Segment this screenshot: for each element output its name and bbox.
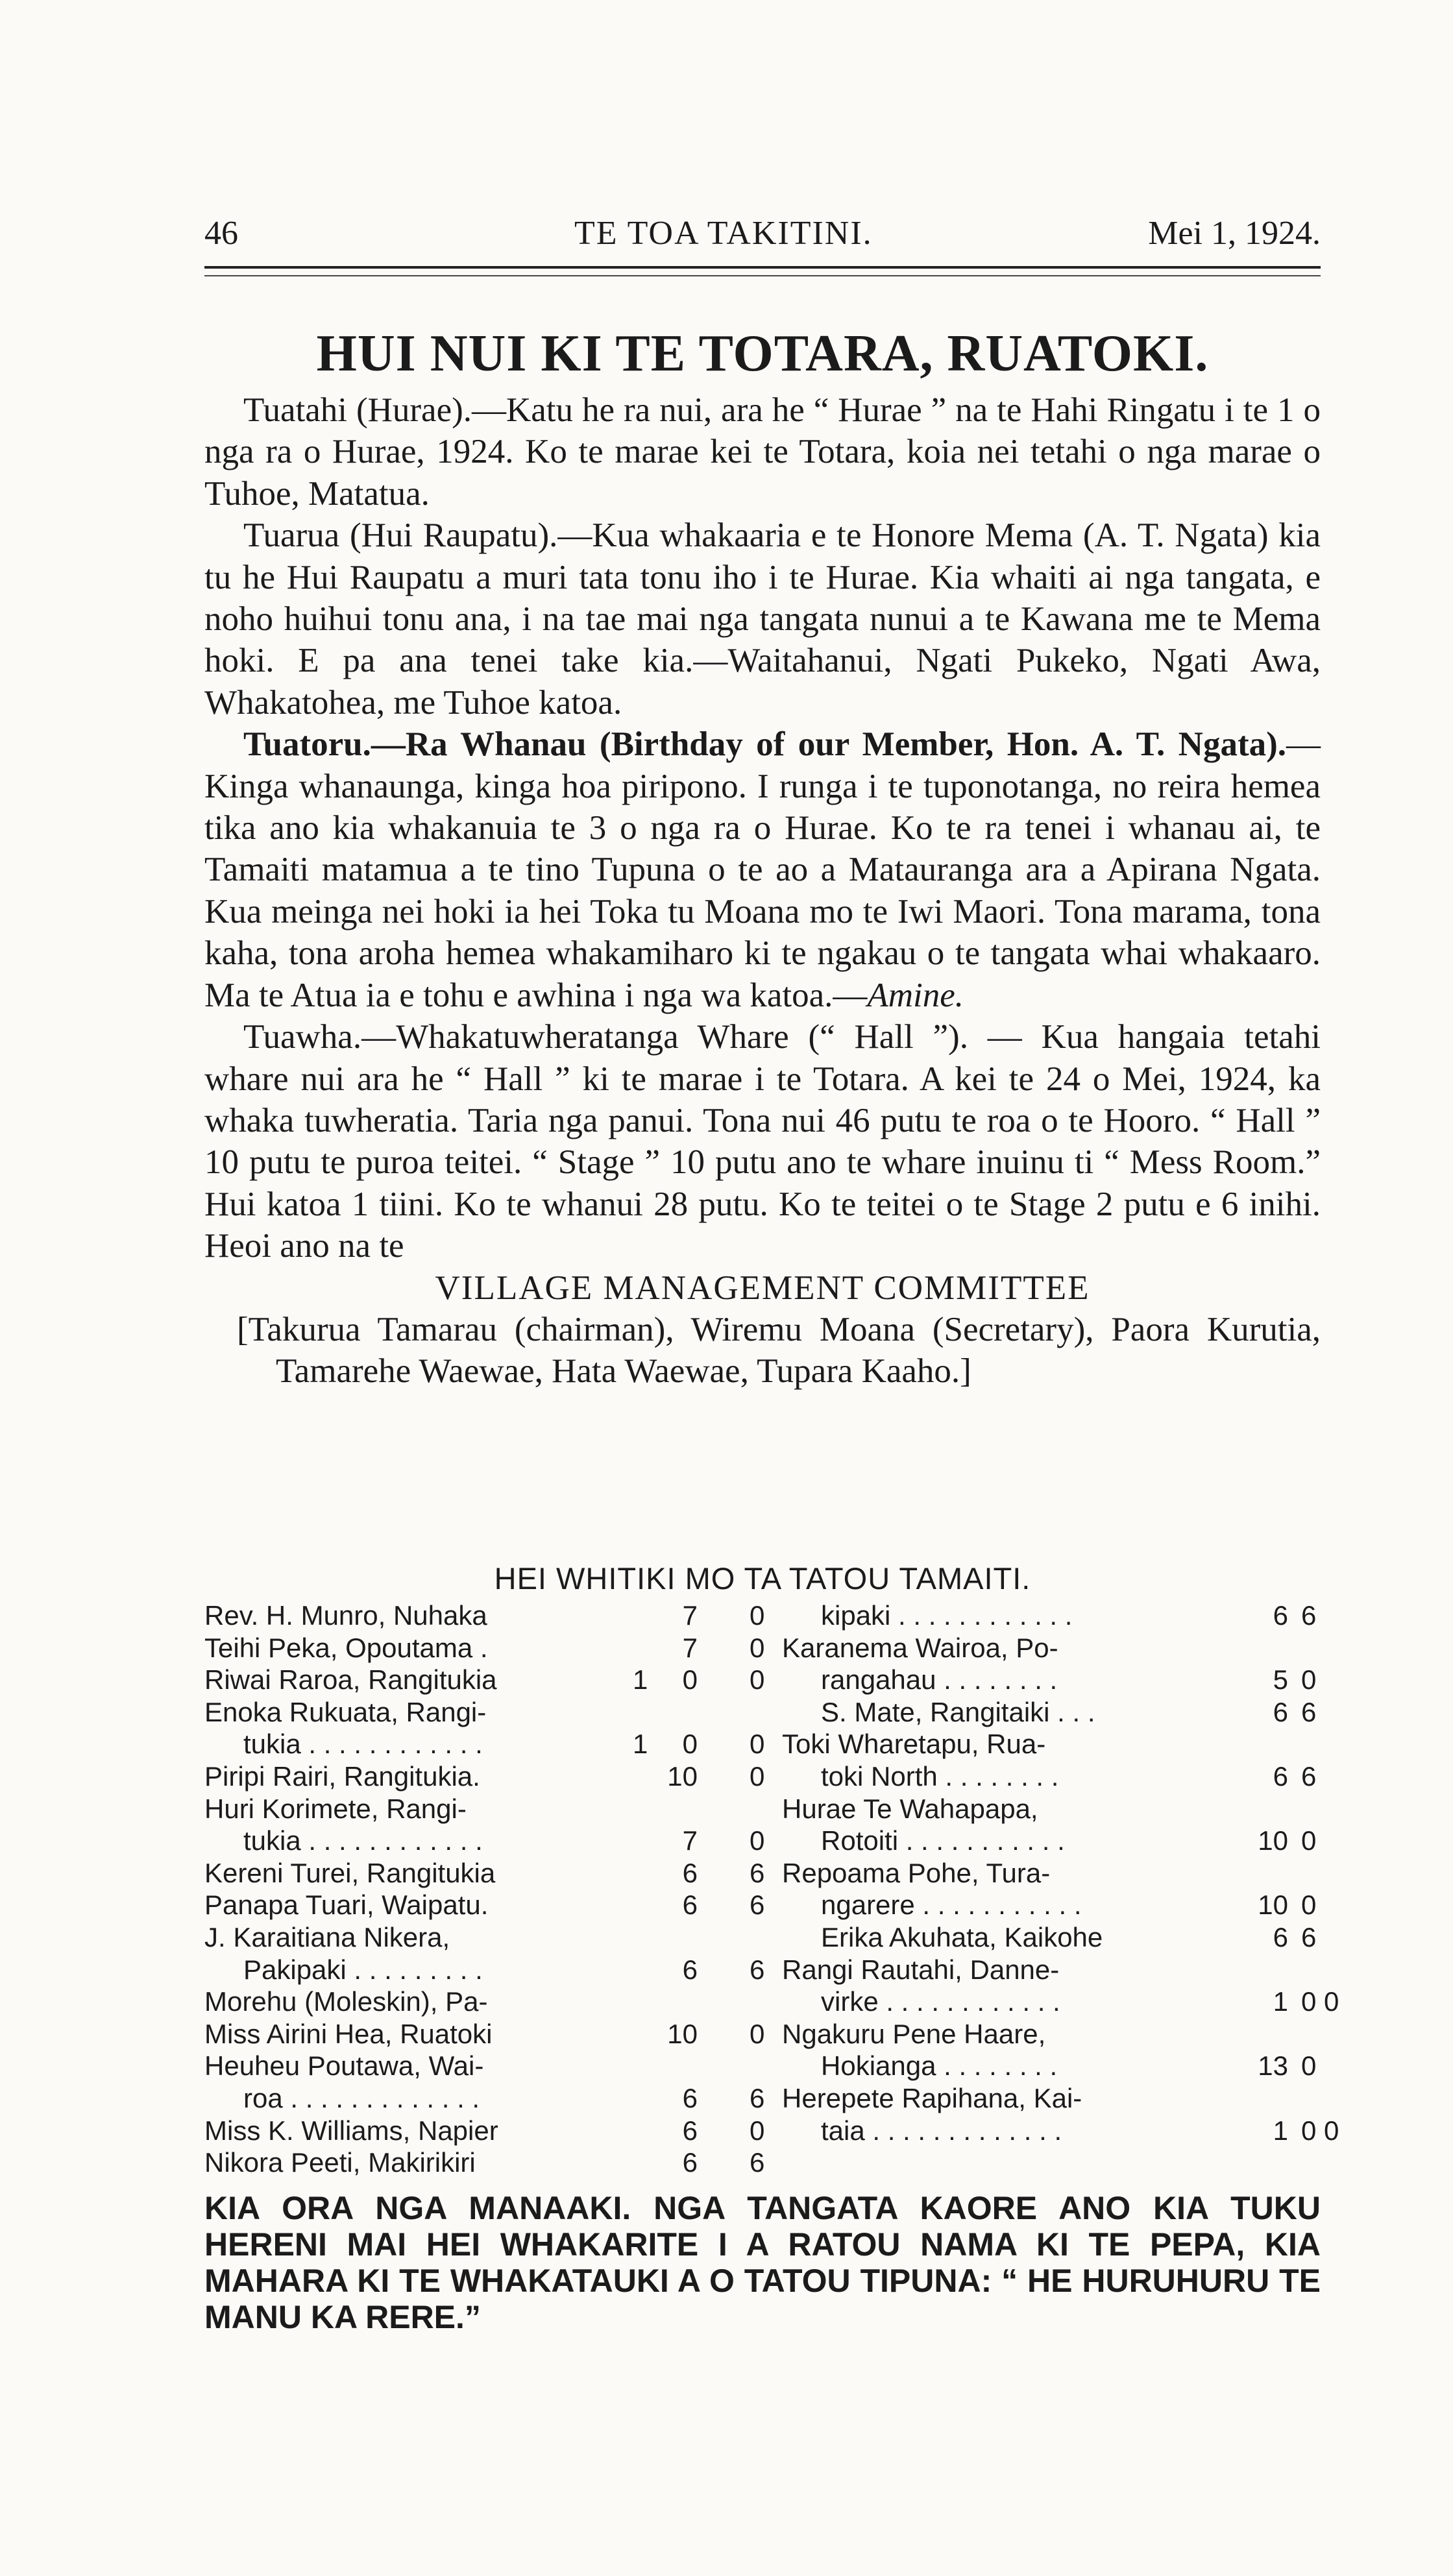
subscriber-name: Ngakuru Pene Haare, xyxy=(782,2018,1046,2049)
amount-pence: 6 xyxy=(1301,1600,1317,1631)
subscription-row xyxy=(782,1825,1353,1857)
subscription-row xyxy=(204,1664,775,1696)
footer-notice: KIA ORA NGA MANAAKI. NGA TANGATA KAORE ANO KIA TUKU HERENI MAI HEI WHAKARITE I A RATOU NAMA KI TE PEPA, KIA MAHARA KI TE WHAKATAUKI A O TATOU TIPUNA: “ HE HURUHURU TE MANU KA RERE.” xyxy=(204,2190,1321,2335)
subscriber-name: Morehu (Moleskin), Pa- xyxy=(204,1986,488,2017)
amount-pence: 0 xyxy=(1301,1825,1317,1856)
subscription-row xyxy=(782,1696,1353,1729)
subscription-row xyxy=(782,1954,1353,1986)
subscription-row xyxy=(782,2146,1353,2179)
article-body xyxy=(204,389,1321,1392)
paragraph-text: —Kua whakaaria e te Honore Mema (A. T. Ngata) kia tu he Hui Raupatu a muri tata tonu iho i te Hurae. Kia whaiti ai nga tangata, e noho huihui tonu ana, i na tae mai nga tangata nunui a te Kawana me te Mema hoki. E pa ana tenei take kia.—Waitahanui, Ngati Pukeko, Ngati Awa, Whakatohea, me Tuhoe katoa. xyxy=(204,516,1321,722)
subscription-row xyxy=(782,2050,1353,2082)
amount-pence: 6 xyxy=(750,1857,765,1888)
subscription-row xyxy=(782,2018,1353,2050)
amount-pence: 0 xyxy=(750,2018,765,2049)
amount-shillings: 6 xyxy=(682,1954,698,1985)
subscription-row xyxy=(782,2082,1353,2115)
subscription-row xyxy=(204,1599,775,1632)
subscriber-name: S. Mate, Rangitaiki . . . xyxy=(821,1696,1095,1727)
amount-pence: 0 xyxy=(750,1825,765,1856)
subscriber-name: Karanema Wairoa, Po- xyxy=(782,1632,1058,1663)
amount-shillings: 13 xyxy=(1258,2050,1288,2082)
subscriber-name: Rotoiti . . . . . . . . . . . xyxy=(821,1825,1065,1856)
amount-shillings: 10 xyxy=(1258,1889,1288,1921)
subscription-row xyxy=(782,1632,1353,1664)
amount-shillings: 1 xyxy=(1273,1986,1288,2017)
subscription-row xyxy=(204,2115,775,2147)
subscriber-name: Hokianga . . . . . . . . xyxy=(821,2050,1058,2082)
subscriber-name: Pakipaki . . . . . . . . . xyxy=(243,1954,483,1985)
subscriber-name: Miss K. Williams, Napier xyxy=(204,2115,498,2146)
subscription-row xyxy=(204,1921,775,1954)
amount-pence: 6 xyxy=(1301,1760,1317,1792)
subscription-row xyxy=(204,1825,775,1857)
subscriber-name: Toki Wharetapu, Rua- xyxy=(782,1729,1046,1760)
amount-shillings: 6 xyxy=(682,1889,698,1921)
paragraph-tail: Amine. xyxy=(867,976,964,1014)
amount-shillings: 6 xyxy=(682,2147,698,2178)
amount-shillings: 6 xyxy=(1273,1760,1288,1792)
subscriber-name: Nikora Peeti, Makirikiri xyxy=(204,2147,476,2178)
amount-pence: 0 xyxy=(750,1664,765,1695)
subscription-row xyxy=(204,1760,775,1793)
subscription-row xyxy=(204,1857,775,1889)
subscriber-name: Teihi Peka, Opoutama . xyxy=(204,1632,488,1663)
subscription-row xyxy=(782,1664,1353,1696)
subscription-row xyxy=(782,1793,1353,1825)
committee-title: VILLAGE MANAGEMENT COMMITTEE xyxy=(435,1269,1090,1307)
subscriptions-right-column xyxy=(782,1599,1353,2179)
amount-pence: 6 xyxy=(750,1889,765,1921)
paragraph-tuawha xyxy=(204,1016,1321,1267)
amount-shillings: 6 xyxy=(1273,1600,1288,1631)
subscriber-name: Rev. H. Munro, Nuhaka xyxy=(204,1600,487,1631)
paragraph-lead: Tuarua (Hui Raupatu). xyxy=(243,516,558,555)
subscriber-name: Hurae Te Wahapapa, xyxy=(782,1793,1038,1824)
paragraph-text: —Kinga whanaunga, kinga hoa piripono. I runga i te tuponotanga, no reira hemea tika ano kia whakanuia te 3 o nga ra o Hurae. Ko te ra tenei i whanau ai, te Tamaiti matamua a te tino Tupuna o te ao a Matauranga ara a Apirana Ngata. Kua meinga nei hoki ia hei Toka tu Moana mo te Iwi Maori. Tona marama, tona kaha, tona aroha hemea whakamiharo ki te ngakau o te tangata whai whakaaro. Ma te Atua ia e tohu e awhina i nga wa katoa.— xyxy=(204,725,1321,1014)
subscription-row xyxy=(782,2115,1353,2147)
subscription-row xyxy=(782,1889,1353,1921)
subscription-row xyxy=(782,1986,1353,2018)
paragraph-tuarua xyxy=(204,515,1321,723)
amount-shillings: 6 xyxy=(1273,1921,1288,1952)
paragraph-tuatoru xyxy=(204,723,1321,1016)
paragraph-lead: Tuatoru.—Ra Whanau (Birthday of our Member, Hon. A. T. Ngata). xyxy=(243,725,1286,764)
amount-pence: 6 xyxy=(1301,1696,1317,1727)
subscriber-name: virke . . . . . . . . . . . . xyxy=(821,1986,1060,2017)
paragraph-text: —Katu he ra nui, ara he “ Hurae ” na te Hahi Ringatu i te 1 o nga ra o Hurae, 1924. Ko te marae kei te Totara, koia nei tetahi o nga marae o Tuhoe, Matatua. xyxy=(204,391,1321,513)
subscription-row xyxy=(204,1889,775,1921)
amount-pence: 0 xyxy=(1301,1664,1317,1695)
subscriptions-title: HEI WHITIKI MO TA TATOU TAMAITI. xyxy=(494,1561,1031,1596)
subscriber-name: tukia . . . . . . . . . . . . xyxy=(243,1825,483,1856)
paragraph-tuatahi xyxy=(204,389,1321,515)
amount-shillings: 10 xyxy=(667,1760,698,1792)
subscriber-name: Heuheu Poutawa, Wai- xyxy=(204,2050,484,2082)
subscriber-name: toki North . . . . . . . . xyxy=(821,1760,1059,1792)
publication-title: TE TOA TAKITINI. xyxy=(574,215,873,252)
subscriber-name: taia . . . . . . . . . . . . . xyxy=(821,2115,1062,2146)
amount-shillings: 7 xyxy=(682,1632,698,1663)
subscription-row xyxy=(204,2146,775,2179)
subscriptions-left-column xyxy=(204,1599,775,2179)
amount-shillings: 0 xyxy=(682,1729,698,1760)
page-header xyxy=(204,214,1321,266)
amount-shillings: 0 xyxy=(682,1664,698,1695)
amount-shillings: 5 xyxy=(1273,1664,1288,1695)
subscription-row xyxy=(204,1696,775,1729)
subscriber-name: Herepete Rapihana, Kai- xyxy=(782,2082,1082,2113)
amount-shillings: 6 xyxy=(682,1857,698,1888)
amount-pence: 0 xyxy=(1301,1889,1317,1921)
amount-shillings: 7 xyxy=(682,1825,698,1856)
amount-pence: 0 0 xyxy=(1301,1986,1339,2017)
paragraph-text: — Kua hangaia tetahi whare nui ara he “ Hall ” ki te marae i te Totara. A kei te 24 o Mei, 1924, ka whaka tuwheratia. Taria nga panui. Tona nui 46 putu te roa o te Hooro. “ Hall ” 10 putu te puroa teitei. “ Stage ” 10 putu ano te whare inuinu ti “ Mess Room.” Hui katoa 1 tiini. Ko te whanui 28 putu. Ko te teitei o te Stage 2 putu e 6 inihi. Heoi ano na te xyxy=(204,1018,1321,1265)
subscription-row xyxy=(204,2082,775,2115)
subscription-row xyxy=(782,1599,1353,1632)
subscriber-name: kipaki . . . . . . . . . . . . xyxy=(821,1600,1073,1631)
amount-pence: 0 xyxy=(1301,2050,1317,2082)
paragraph-lead: Tuatahi (Hurae). xyxy=(243,391,472,429)
amount-pence: 0 0 xyxy=(1301,2115,1339,2146)
amount-shillings: 10 xyxy=(667,2018,698,2049)
subscription-row xyxy=(204,1986,775,2018)
amount-pence: 0 xyxy=(750,1760,765,1792)
subscription-row xyxy=(782,1760,1353,1793)
subscriber-name: tukia . . . . . . . . . . . . xyxy=(243,1729,483,1760)
amount-shillings: 6 xyxy=(1273,1696,1288,1727)
issue-date: Mei 1, 1924. xyxy=(1148,215,1321,252)
subscriber-name: J. Karaitiana Nikera, xyxy=(204,1921,450,1952)
amount-pence: 6 xyxy=(1301,1921,1317,1952)
subscriber-name: Rangi Rautahi, Danne- xyxy=(782,1954,1060,1985)
amount-shillings: 1 xyxy=(1273,2115,1288,2146)
header-rule xyxy=(204,266,1321,269)
amount-pence: 6 xyxy=(750,2147,765,2178)
subscriber-name: Enoka Rukuata, Rangi- xyxy=(204,1696,487,1727)
header-rule-thin xyxy=(204,275,1321,276)
subscriber-name: Riwai Raroa, Rangitukia xyxy=(204,1664,497,1695)
subscriber-name: Kereni Turei, Rangitukia xyxy=(204,1857,496,1888)
amount-shillings: 6 xyxy=(682,2115,698,2146)
amount-shillings: 10 xyxy=(1258,1825,1288,1856)
subscription-row xyxy=(204,1954,775,1986)
page-number: 46 xyxy=(204,215,238,252)
amount-pounds: 1 xyxy=(633,1729,648,1760)
amount-pence: 0 xyxy=(750,1632,765,1663)
subscriber-name: roa . . . . . . . . . . . . . xyxy=(243,2082,480,2113)
subscription-row xyxy=(204,2018,775,2050)
subscription-row xyxy=(204,1728,775,1760)
amount-shillings: 6 xyxy=(682,2082,698,2113)
subscriber-name: ngarere . . . . . . . . . . . xyxy=(821,1889,1082,1921)
amount-pounds: 1 xyxy=(633,1664,648,1695)
amount-pence: 0 xyxy=(750,1600,765,1631)
subscriber-name: Panapa Tuari, Waipatu. xyxy=(204,1889,489,1921)
subscriber-name: Erika Akuhata, Kaikohe xyxy=(821,1921,1103,1952)
paragraph-lead: Tuawha.—Whakatuwheratanga Whare (“ Hall ”). xyxy=(243,1018,968,1056)
amount-pence: 6 xyxy=(750,2082,765,2113)
amount-pence: 0 xyxy=(750,1729,765,1760)
subscription-row xyxy=(204,2050,775,2082)
subscriber-name: Huri Korimete, Rangi- xyxy=(204,1793,467,1824)
subscription-row xyxy=(204,1793,775,1825)
subscription-row xyxy=(204,1632,775,1664)
amount-pence: 0 xyxy=(750,2115,765,2146)
amount-shillings: 7 xyxy=(682,1600,698,1631)
subscription-row xyxy=(782,1857,1353,1889)
subscriber-name: rangahau . . . . . . . . xyxy=(821,1664,1058,1695)
article-headline: HUI NUI KI TE TOTARA, RUATOKI. xyxy=(316,325,1209,382)
subscriber-name: Miss Airini Hea, Ruatoki xyxy=(204,2018,493,2049)
subscriber-name: Repoama Pohe, Tura- xyxy=(782,1857,1051,1888)
subscription-row xyxy=(782,1921,1353,1954)
amount-pence: 6 xyxy=(750,1954,765,1985)
subscriber-name: Piripi Rairi, Rangitukia. xyxy=(204,1760,480,1792)
subscription-row xyxy=(782,1728,1353,1760)
committee-members: [Takurua Tamarau (chairman), Wiremu Moana (Secretary), Paora Kurutia, Tamarehe Waewae, Hata Waewae, Tupara Kaaho.] xyxy=(237,1310,1321,1391)
